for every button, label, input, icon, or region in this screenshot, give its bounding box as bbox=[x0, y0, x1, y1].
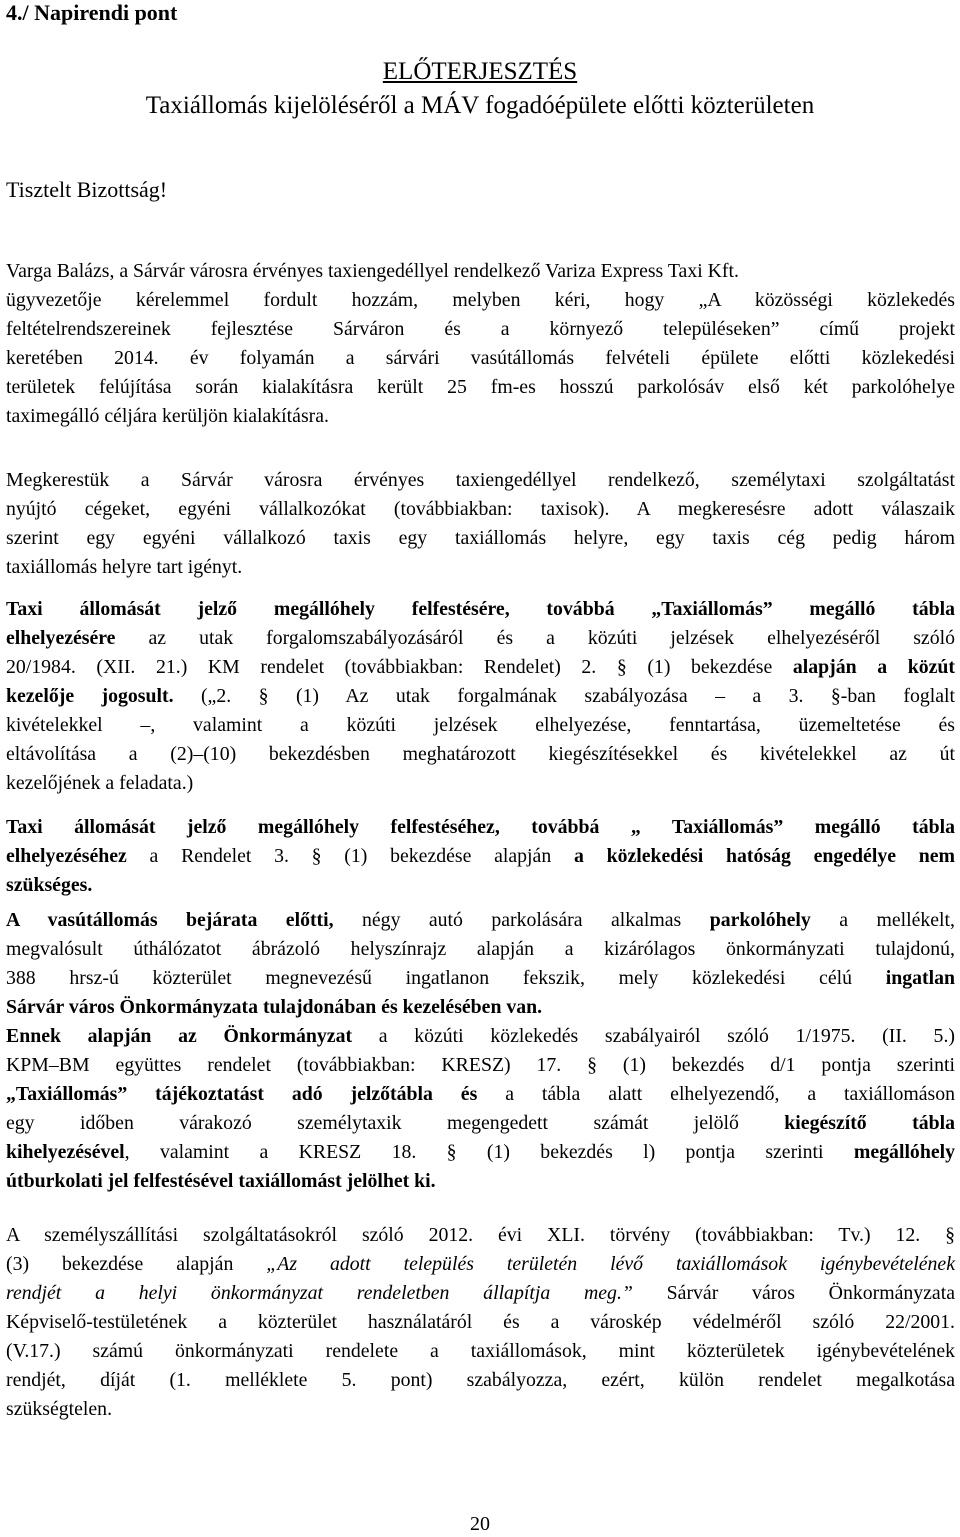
bold-text: elhelyezéséhez bbox=[6, 845, 127, 867]
paragraph-authority-permit bbox=[6, 813, 955, 900]
text-line bbox=[6, 842, 955, 871]
text-line bbox=[6, 653, 955, 682]
text-run: a mellékelt, bbox=[810, 909, 955, 931]
bold-text: „Taxiállomás” tájékoztatást adó jelzőtábla és bbox=[6, 1083, 478, 1105]
bold-text: elhelyezésére bbox=[6, 627, 116, 649]
text-line: területek felújítása során kialakításra került 25 fm-es hosszú parkolósáv első két parkolóhelye bbox=[6, 376, 955, 398]
text-run: (3) bekezdése alapján bbox=[6, 1253, 267, 1275]
text-line: megvalósult úthálózatot ábrázoló helyszínrajz alapján a kizárólagos önkormányzati tulajdonú, bbox=[6, 938, 955, 960]
text-run: a Rendelet 3. § (1) bekezdése alapján bbox=[126, 845, 574, 867]
page-number: 20 bbox=[470, 1513, 490, 1535]
text-line: KPM–BM együttes rendelet (továbbiakban: KRESZ) 17. § (1) bekezdés d/1 pontja szerinti bbox=[6, 1054, 955, 1076]
text-line: eltávolítása a (2)–(10) bekezdésben meghatározott kiegészítésekkel és kivételekkel az út bbox=[6, 743, 955, 765]
text-line: A személyszállítási szolgáltatásokról szóló 2012. évi XLI. törvény (továbbiakban: Tv.) 12. § bbox=[6, 1224, 955, 1246]
text-line: Varga Balázs, a Sárvár városra érvényes taxiengedéllyel rendelkező Variza Express Taxi Kft. bbox=[6, 260, 739, 282]
bold-text: útburkolati jel felfestésével taxiállomást jelölhet ki. bbox=[6, 1170, 436, 1192]
text-line bbox=[6, 595, 955, 624]
text-line bbox=[6, 1167, 955, 1196]
text-line: taxiállomás helyre tart igényt. bbox=[6, 556, 243, 578]
text-line: feltételrendszereinek fejlesztése Sárváron és a környező településeken” című projekt bbox=[6, 318, 955, 340]
text-line: szerint egy egyéni vállalkozó taxis egy taxiállomás helyre, egy taxis cég pedig három bbox=[6, 527, 955, 549]
text-line bbox=[6, 682, 955, 711]
text-run: négy autó parkolására alkalmas bbox=[333, 909, 710, 931]
text-run: , valamint a KRESZ 18. § (1) bekezdés l) pontja szerinti bbox=[124, 1141, 854, 1163]
text-line: szükségtelen. bbox=[6, 1398, 113, 1420]
bold-text: kezelője jogosult. bbox=[6, 685, 174, 707]
text-line bbox=[6, 871, 955, 900]
text-line: Képviselő-testületének a közterület használatáról és a városkép védelméről szóló 22/2001. bbox=[6, 1311, 955, 1333]
title-block bbox=[0, 55, 960, 123]
bold-text: alapján a közút bbox=[792, 656, 955, 678]
text-run: a tábla alatt elhelyezendő, a taxiállomáson bbox=[477, 1083, 955, 1105]
text-run: („2. § (1) Az utak forgalmának szabályozása – a 3. §-ban foglalt bbox=[173, 685, 956, 707]
text-run: az utak forgalomszabályozásáról és a közúti jelzések elhelyezéséről szóló bbox=[115, 627, 955, 649]
text-run: a közúti közlekedés szabályairól szóló 1/1975. (II. 5.) bbox=[352, 1025, 955, 1047]
agenda-heading: 4./ Napirendi pont bbox=[6, 0, 178, 25]
bold-text: kiegészítő tábla bbox=[784, 1112, 955, 1134]
text-line: rendjét, díját (1. melléklete 5. pont) szabályozza, ezért, külön rendelet megalkotása bbox=[6, 1369, 955, 1391]
paragraph-request bbox=[6, 257, 955, 431]
text-line: kivételekkel –, valamint a közúti jelzések elhelyezése, fenntartása, üzemeltetése és bbox=[6, 714, 955, 736]
bold-text: szükséges. bbox=[6, 874, 93, 896]
text-line: taximegálló céljára kerüljön kialakításra. bbox=[6, 405, 329, 427]
italic-quote: „Az adott település területén lévő taxiállomások igénybevételének bbox=[266, 1253, 955, 1275]
text-line: ügyvezetője kérelemmel fordult hozzám, melyben kéri, hogy „A közösségi közlekedés bbox=[6, 289, 955, 311]
paragraph-road-manager bbox=[6, 595, 955, 798]
text-line bbox=[6, 1022, 955, 1051]
document-title: ELŐTERJESZTÉS bbox=[382, 58, 578, 85]
bold-text: parkolóhely bbox=[709, 909, 811, 931]
text-line: Megkerestük a Sárvár városra érvényes taxiengedéllyel rendelkező, személytaxi szolgáltatást bbox=[6, 469, 955, 491]
bold-text: Ennek alapján az Önkormányzat bbox=[6, 1025, 353, 1047]
text-line bbox=[6, 1250, 955, 1279]
bold-text: megállóhely bbox=[853, 1141, 955, 1163]
text-line: kezelőjének a feladata.) bbox=[6, 772, 194, 794]
bold-text: Taxi állomását jelző megállóhely felfestésére, továbbá „Taxiállomás” megálló tábla bbox=[6, 598, 955, 620]
text-line bbox=[6, 1138, 955, 1167]
text-run: 20/1984. (XII. 21.) KM rendelet (továbbiakban: Rendelet) 2. § (1) bekezdése bbox=[6, 656, 793, 678]
bold-text: ingatlan bbox=[885, 967, 955, 989]
text-line bbox=[6, 993, 955, 1022]
text-line: keretében 2014. év folyamán a sárvári vasútállomás felvételi épülete előtti közlekedési bbox=[6, 347, 955, 369]
salutation: Tisztelt Bizottság! bbox=[6, 177, 168, 202]
text-line bbox=[6, 1080, 955, 1109]
text-run: egy időben várakozó személytaxik megengedett számát jelölő bbox=[6, 1112, 785, 1134]
text-line bbox=[6, 813, 955, 842]
bold-text: A vasútállomás bejárata előtti, bbox=[6, 909, 334, 931]
bold-text: Taxi állomását jelző megállóhely felfestéséhez, továbbá „ Taxiállomás” megálló tábla bbox=[6, 816, 955, 838]
text-run: Sárvár város Önkormányzata bbox=[632, 1282, 955, 1304]
bold-text: kihelyezésével bbox=[6, 1141, 125, 1163]
italic-quote: rendjét a helyi önkormányzat rendeletben állapítja meg.” bbox=[6, 1282, 633, 1304]
text-line bbox=[6, 1279, 955, 1308]
text-line: nyújtó cégeket, egyéni vállalkozókat (továbbiakban: taxisok). A megkeresésre adott válaszaik bbox=[6, 498, 955, 520]
text-line bbox=[6, 624, 955, 653]
paragraph-parking-site bbox=[6, 906, 955, 1196]
document-subtitle: Taxiállomás kijelöléséről a MÁV fogadóépülete előtti közterületen bbox=[145, 92, 815, 119]
bold-text: Sárvár város Önkormányzata tulajdonában és kezelésében van. bbox=[6, 996, 543, 1018]
text-run: 388 hrsz-ú közterület megnevezésű ingatlanon fekszik, mely közlekedési célú bbox=[6, 967, 886, 989]
text-line: (V.17.) számú önkormányzati rendelete a taxiállomások, mint közterületek igénybevételének bbox=[6, 1340, 955, 1362]
text-line bbox=[6, 1109, 955, 1138]
text-line bbox=[6, 906, 955, 935]
bold-text: a közlekedési hatóság engedélye nem bbox=[573, 845, 955, 867]
paragraph-legal-basis bbox=[6, 1221, 955, 1424]
text-line bbox=[6, 964, 955, 993]
paragraph-inquiry bbox=[6, 466, 955, 582]
